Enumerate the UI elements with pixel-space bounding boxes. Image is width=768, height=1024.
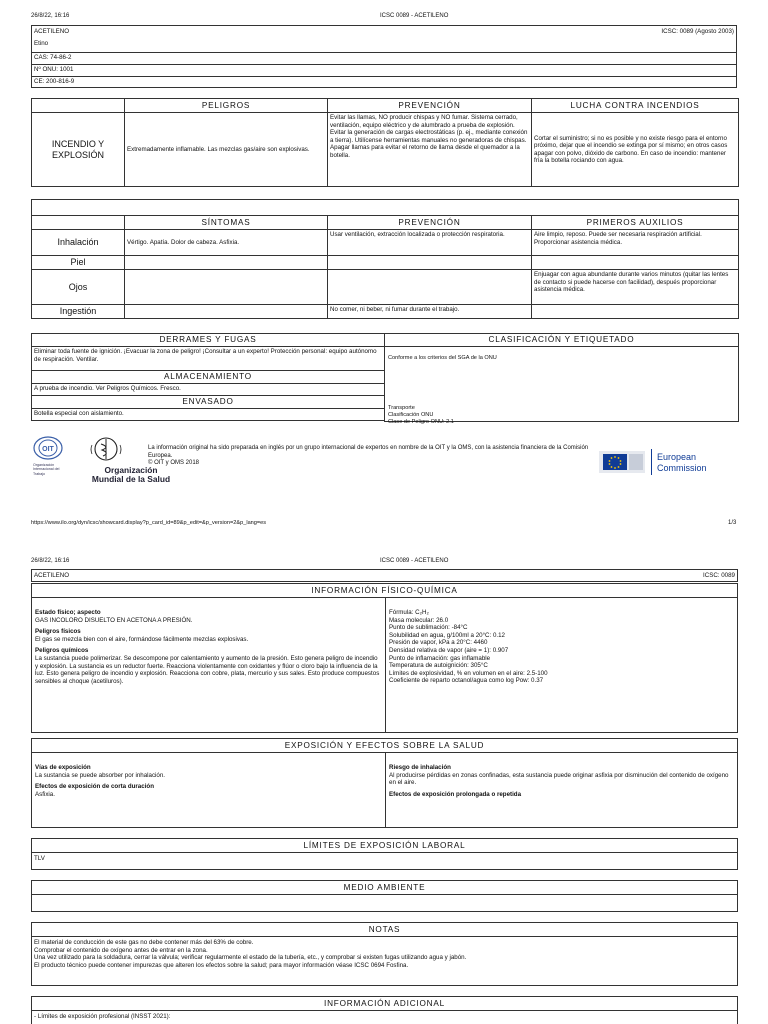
fire-prevencion: Evitar las llamas, NO producir chispas y NO fumar. Sistema cerrado, ventilación, equipo eléctrico y de alumbrado a prueba de explosión. Evitar la generación de cargas electrostáticas (p. ej., mediante conexión a tierra). Utilícense herramientas manuales no generadoras de chispas. Apagar llamas para evitar el retorno de llama desde el quemador a la botella.	[328, 113, 532, 187]
prop-explosive-limits: Límites de explosividad, % en volumen en el aire: 2.5-100	[389, 669, 548, 677]
footer-logos	[31, 433, 738, 491]
transport-block	[388, 405, 454, 426]
prop-logpow: Coeficiente de reparto octanol/agua como log Pow: 0.37	[389, 677, 544, 685]
row-ingestion: Ingestión	[32, 305, 125, 319]
ojos-prevencion	[328, 270, 532, 305]
cas-number: CAS: 74-86-2	[34, 54, 72, 61]
ghs-text: Conforme a los criterios del SGA de la ONU	[388, 355, 497, 361]
empty-header-2	[32, 216, 125, 230]
oit-logo	[33, 436, 63, 460]
long-title: Efectos de exposición prolongada o repetida	[389, 790, 522, 798]
ec-text-1: European	[657, 452, 697, 462]
ce-number: CE: 200-816-9	[34, 78, 75, 85]
prop-solubility: Solubilidad en agua, g/100ml a 20°C: 0.12	[389, 631, 505, 639]
prop-vapor-density: Densidad relativa de vapor (aire = 1): 0.907	[389, 646, 509, 654]
short-title: Efectos de exposición de corta duración	[35, 783, 154, 791]
phys-title: Peligros físicos	[35, 628, 81, 636]
limits-text: TLV	[31, 852, 738, 870]
transport-hazard: Clase de Peligro ONU: 2.1	[388, 419, 454, 425]
note-3: Una vez utilizado para la soldadura, cerrar la válvula; verificar regularmente el estado de la tubería, etc., y comprobar si existen fugas utilizando agua y jabón.	[34, 954, 467, 962]
onu-number: Nº ONU: 1001	[34, 66, 74, 73]
physchem-box	[31, 597, 738, 733]
row-label-fire-2: EXPLOSIÓN	[51, 149, 105, 160]
packaging-text: Botella especial con aislamiento.	[32, 409, 385, 421]
exposure-blank-row	[32, 200, 739, 216]
classification-header: CLASIFICACIÓN Y ETIQUETADO	[385, 334, 739, 347]
oit-caption: Organización Internacional del Trabajo	[33, 463, 60, 476]
fire-lucha: Cortar el suministro; si no es posible y no existe riesgo para el entorno próximo, dejar que el incendio se extinga por sí mismo; en otros casos apagar con polvo, dióxido de carbono. En caso de incendio: mantener fría la botella rociando con agua.	[532, 113, 739, 187]
col-sintomas: SÍNTOMAS	[125, 216, 328, 230]
spills-classification-table	[31, 333, 739, 425]
transport-title: Transporte	[388, 405, 415, 411]
ing-auxilios	[532, 305, 739, 319]
inh-prevencion: Usar ventilación, extracción localizada o protección respiratoria.	[328, 230, 532, 256]
notes-header: NOTAS	[31, 922, 738, 937]
inh-title: Riesgo de inhalación	[389, 764, 451, 771]
row-inhalacion: Inhalación	[32, 230, 125, 256]
hazards-table	[31, 98, 739, 187]
ojos-sintomas	[125, 270, 328, 305]
oit-logo-text: OIT	[42, 446, 54, 453]
p2-name: ACETILENO	[34, 572, 70, 579]
phys-text: El gas se mezcla bien con el aire, formándose fácilmente mezclas explosivas.	[35, 635, 249, 643]
chem-title: Peligros químicos	[35, 647, 89, 655]
piel-sintomas	[125, 256, 328, 270]
substance-name: ACETILENO	[34, 28, 70, 35]
row-label-fire	[32, 113, 125, 187]
limits-header: LÍMITES DE EXPOSICIÓN LABORAL	[31, 838, 738, 853]
print-date: 26/8/22, 16:16	[31, 13, 70, 19]
prop-sublimation: Punto de sublimación: -84°C	[389, 624, 468, 632]
physchem-left	[35, 609, 380, 685]
note-4: El producto técnico puede contener impurezas que alteren los efectos sobre la salud; para mayor información véase ICSC 0694 Fosfina.	[34, 961, 409, 969]
prop-vapor-pressure: Presión de vapor, kPa a 20°C: 4460	[389, 639, 488, 647]
ojos-auxilios: Enjuagar con agua abundante durante varios minutos (quitar las lentes de contacto si puede hacerse con facilidad), después proporcionar asistencia médica.	[532, 270, 739, 305]
transport-class: Clasificación ONU	[388, 412, 434, 418]
p2-icsc: ICSC: 0089	[703, 572, 735, 579]
state-text: GAS INCOLORO DISUELTO EN ACETONA A PRESIÓN.	[35, 616, 193, 624]
environment-header: MEDIO AMBIENTE	[31, 880, 738, 895]
ec-text	[657, 452, 707, 473]
packaging-header: ENVASADO	[32, 396, 385, 409]
exposure-table	[31, 199, 739, 319]
inh-text: Al producirse pérdidas en zonas confinadas, esta sustancia puede originar asfixia por disminución del contenido de oxígeno en el aire.	[389, 771, 729, 787]
additional-text: - Límites de exposición profesional (INSST 2021):	[31, 1010, 738, 1024]
props-list	[389, 609, 734, 685]
health-right	[389, 764, 734, 798]
col-lucha: LUCHA CONTRA INCENDIOS	[532, 99, 739, 113]
classification-cell	[385, 347, 739, 425]
short-text: Asfixia.	[35, 790, 55, 798]
inh-auxilios: Aire limpio, reposo. Puede ser necesaria respiración artificial. Proporcionar asistencia médica.	[532, 230, 739, 256]
spills-header: DERRAMES Y FUGAS	[32, 334, 385, 347]
fire-peligros: Extremadamente inflamable. Las mezclas gas/aire son explosivas.	[125, 113, 328, 187]
synonym: Etino	[34, 40, 49, 47]
note-1: El material de conducción de este gas no debe contener más del 63% de cobre.	[34, 939, 254, 946]
oit-logo-icon	[33, 436, 63, 460]
row-piel: Piel	[32, 256, 125, 270]
row-ojos: Ojos	[32, 270, 125, 305]
storage-text: A prueba de incendio. Ver Peligros Químicos. Fresco.	[32, 384, 385, 396]
icsc-number: ICSC: 0089 (Agosto 2003)	[661, 28, 734, 35]
print-title-2: ICSC 0089 - ACETILENO	[380, 558, 449, 564]
additional-header: INFORMACIÓN ADICIONAL	[31, 996, 738, 1011]
col-prevencion-2: PREVENCIÓN	[328, 216, 532, 230]
physchem-header: INFORMACIÓN FÍSICO-QUÍMICA	[31, 583, 738, 598]
routes-title: Vías de exposición	[35, 764, 91, 771]
ing-sintomas	[125, 305, 328, 319]
chem-text: La sustancia puede polimerizar. Se descompone por calentamiento y aumento de la presión. Esto genera peligro de incendio y explosión. La sustancia es un reductor fuerte. Reacciona violentamente con oxidantes y flúor o cloro bajo la influencia de la luz. Esto genera peligro de incendio y explosión. Reacciona con cobre, plata, mercurio y sus sales. Esto produce compuestos sensibles al choque (acetiluros).	[35, 654, 380, 685]
col-prevencion: PREVENCIÓN	[328, 99, 532, 113]
spills-text: Eliminar toda fuente de ignición. ¡Evacuar la zona de peligro! ¡Consultar a un experto! Protección personal: equipo autónomo de respiración. Ventilar.	[32, 347, 385, 371]
row-label-fire-1: INCENDIO Y	[51, 138, 105, 149]
prop-flash: Punto de inflamación: gas inflamable	[389, 654, 491, 662]
oms-caption	[76, 466, 186, 484]
print-date-2: 26/8/22, 16:16	[31, 558, 70, 564]
prop-autoignition: Temperatura de autoignición: 305°C	[389, 662, 488, 670]
footer-note-text: La información original ha sido preparada en inglés por un grupo internacional de expertos en nombre de la OIT y la OMS, con la asistencia financiera de la Comisión Europea.	[148, 445, 589, 459]
note-2: Comprobar el contenido de oxígeno antes de entrar en la zona.	[34, 946, 208, 954]
state-title: Estado físico; aspecto	[35, 609, 101, 616]
ec-logo	[597, 445, 737, 479]
ec-building-icon	[597, 445, 647, 477]
print-title: ICSC 0089 - ACETILENO	[380, 13, 449, 19]
routes-text: La sustancia se puede absorber por inhalación.	[35, 771, 166, 779]
empty-header	[32, 99, 125, 113]
notes-box	[31, 936, 738, 986]
oms-caption-1: Organización	[104, 465, 158, 475]
col-peligros: PELIGROS	[125, 99, 328, 113]
prop-formula: Fórmula: C₂H₂	[389, 609, 429, 616]
oms-logo-icon	[88, 436, 124, 462]
identity-box	[31, 25, 737, 88]
environment-box	[31, 894, 738, 912]
health-box	[31, 752, 738, 828]
page1-number: 1/3	[728, 520, 737, 526]
ing-prevencion: No comer, ni beber, ni fumar durante el trabajo.	[328, 305, 532, 319]
spacer-cell	[32, 421, 385, 422]
inh-sintomas: Vértigo. Apatía. Dolor de cabeza. Asfixia.	[125, 230, 328, 256]
health-header: EXPOSICIÓN Y EFECTOS SOBRE LA SALUD	[31, 738, 738, 753]
oms-logo	[88, 436, 124, 462]
oms-caption-2: Mundial de la Salud	[91, 474, 171, 484]
piel-prevencion	[328, 256, 532, 270]
col-auxilios: PRIMEROS AUXILIOS	[532, 216, 739, 230]
ec-text-2: Commission	[657, 462, 707, 473]
p2-identity	[31, 569, 738, 582]
footer-note	[148, 445, 598, 468]
footer-copyright: © OIT y OMS 2018	[148, 460, 199, 467]
page1-url[interactable]: https://www.ilo.org/dyn/icsc/showcard.display?p_card_id=89&p_edit=&p_version=2&p_lang=es	[31, 520, 267, 526]
prop-mass: Masa molecular: 26.0	[389, 616, 449, 624]
piel-auxilios	[532, 256, 739, 270]
storage-header: ALMACENAMIENTO	[32, 371, 385, 384]
health-left	[35, 764, 380, 798]
